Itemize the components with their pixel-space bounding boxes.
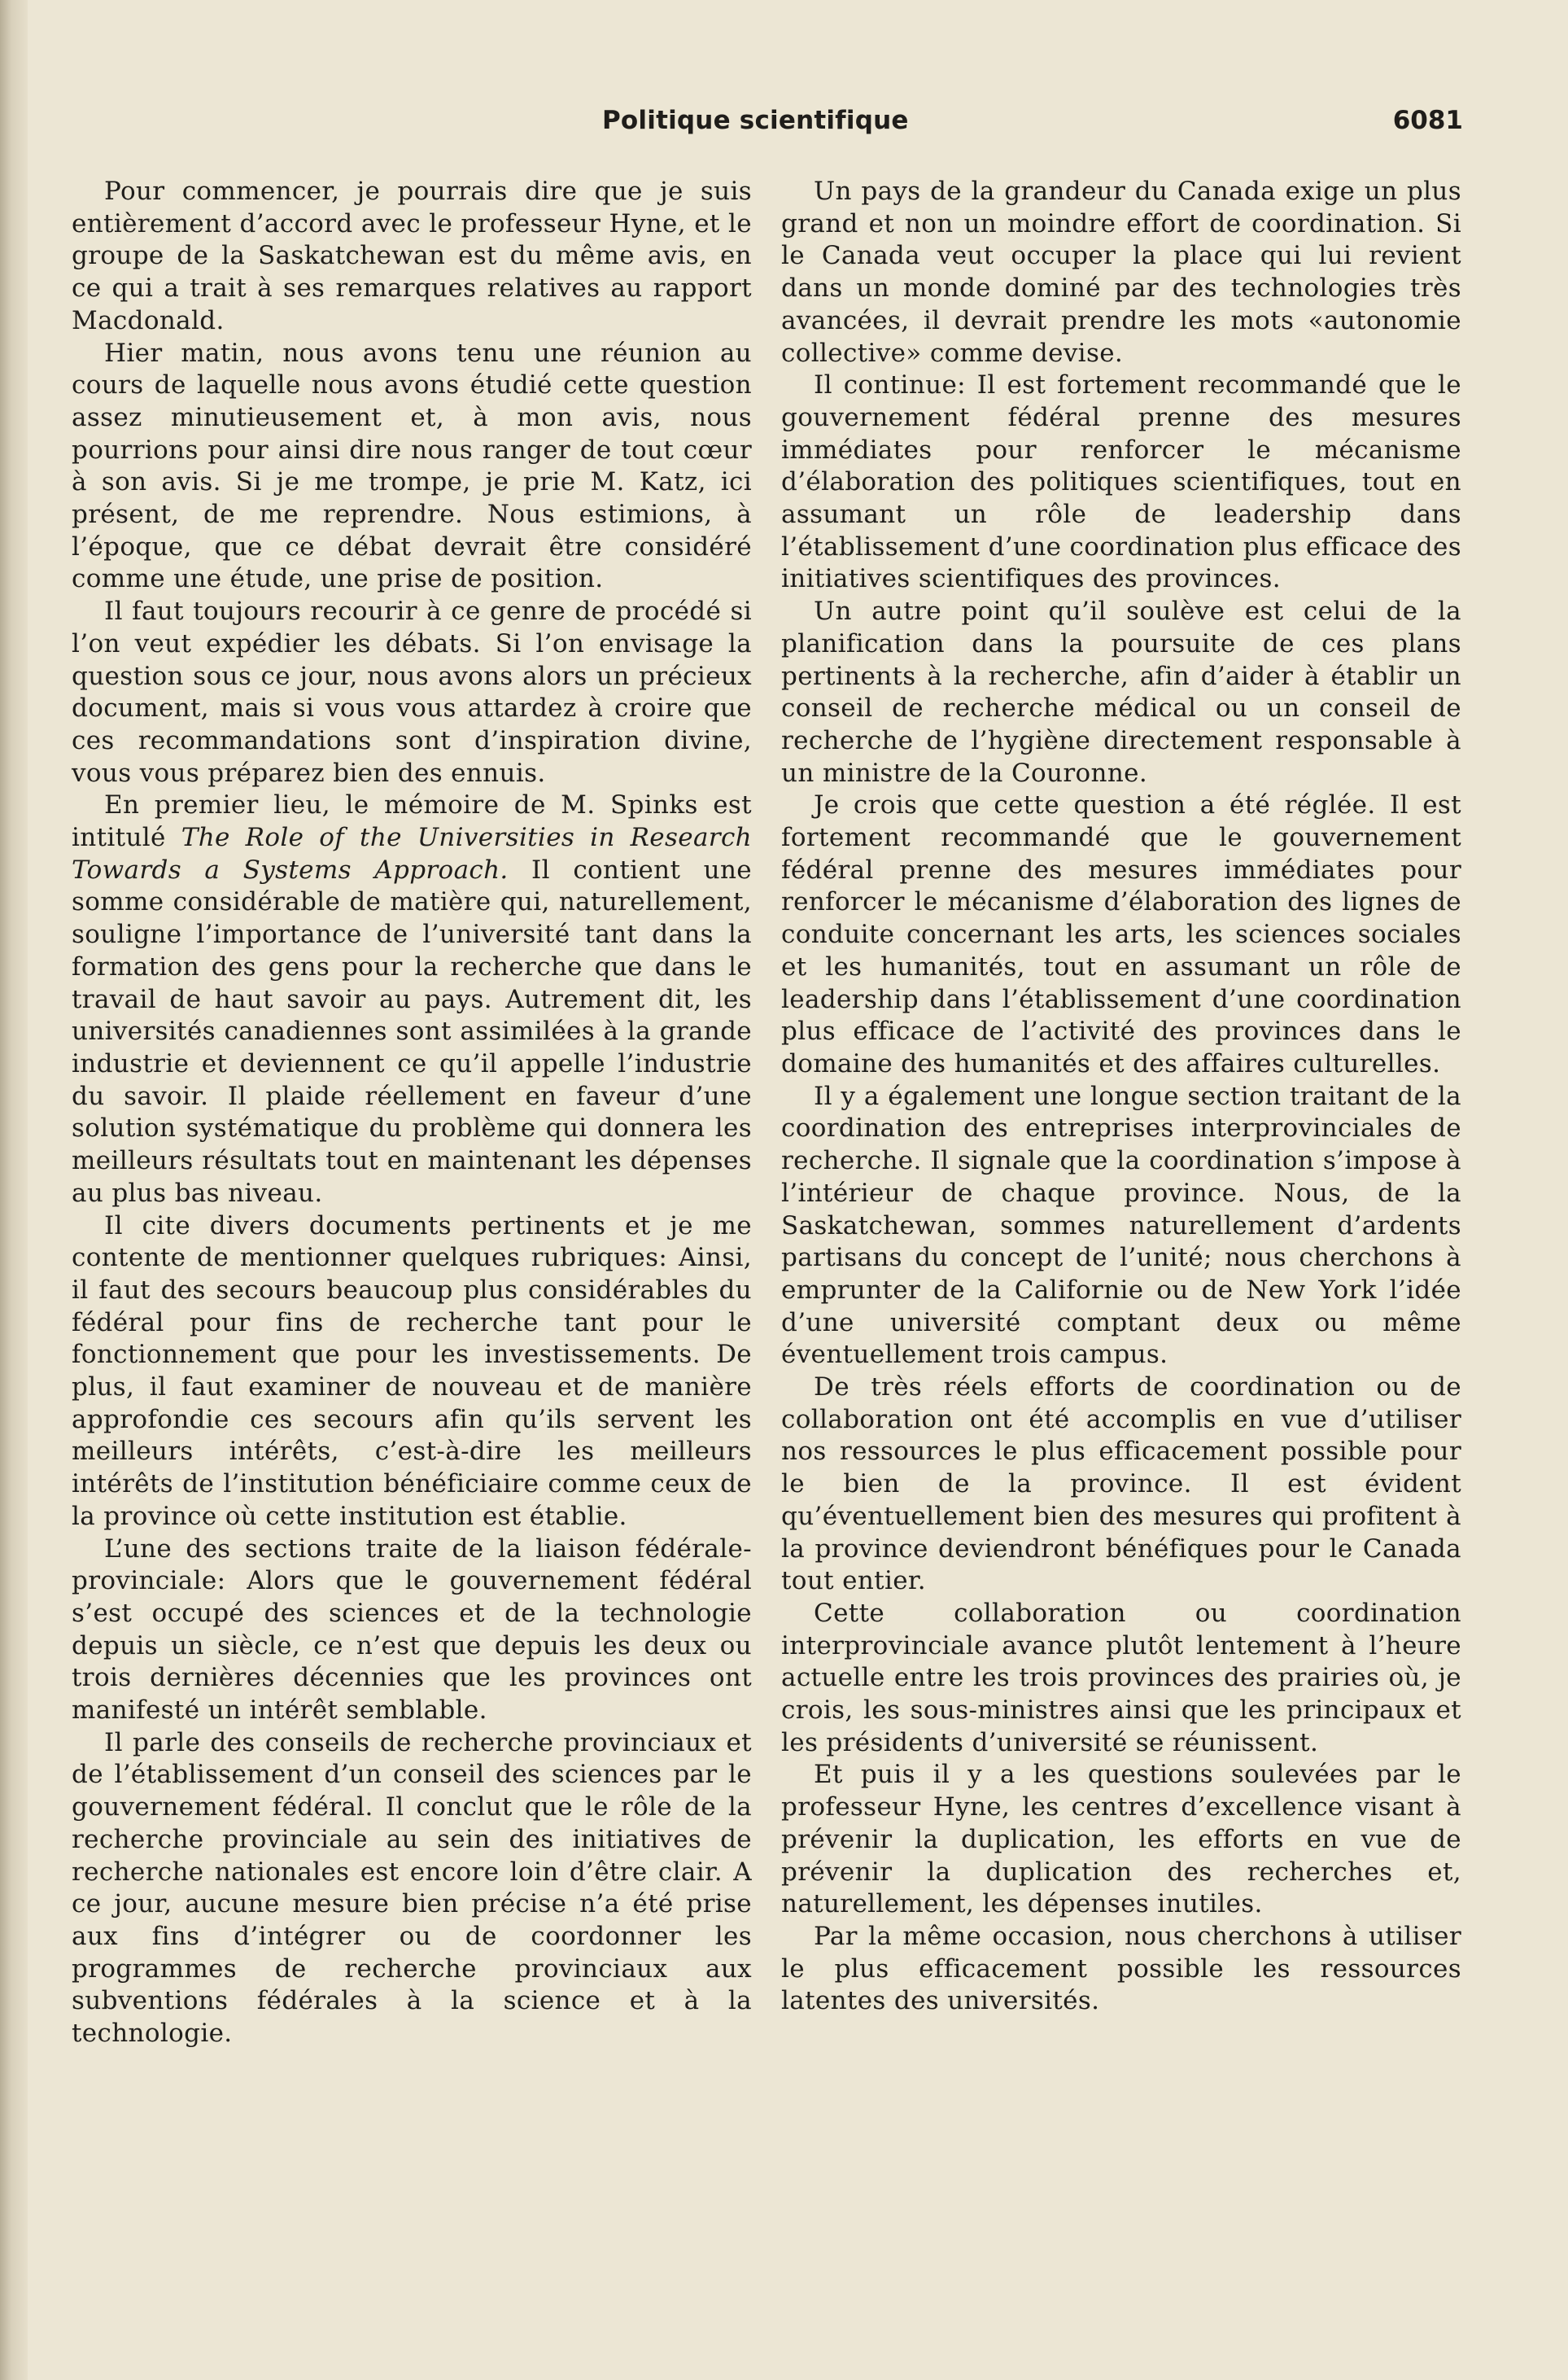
binding-edge [0, 0, 28, 2380]
paragraph: Pour commencer, je pourrais dire que je suis entièrement d’accord avec le professeur Hyne, et le groupe de la Saskatchewan est du même avis, en ce qui a trait à ses remarques relatives au rapport Macdonald. [72, 177, 752, 335]
paragraph-text: Il contient une somme considérable de matière qui, naturellement, souligne l’importance de l’université tant dans la formation des gens pour la recherche que dans le travail de haut savoir au pays. Autrement dit, les universités canadiennes sont assimilées à la grande industrie et deviennent ce qu’il appelle l’industrie du savoir. Il plaide réellement en faveur d’une solution systématique du problème qui donnera les meilleurs résultats tout en maintenant les dépenses au plus bas niveau. [72, 855, 752, 1208]
paragraph: Il y a également une longue section traitant de la coordination des entreprises interprovinciales de recherche. Il signale que la coordination s’impose à l’intérieur de chaque province. Nous, de la Saskatchewan, sommes naturellement d’ardents partisans du concept de l’unité; nous cherchons à emprunter de la Californie ou de New York l’idée d’une université comptant deux ou même éventuellement trois campus. [781, 1081, 1461, 1370]
paragraph: Il cite divers documents pertinents et je me contente de mentionner quelques rubriques: Ainsi, il faut des secours beaucoup plus considérables du fédéral pour fins de recherche tant pour le fonctionnement que pour les investissements. De plus, il faut examiner de nouveau et de manière approfondie ces secours afin qu’ils servent les meilleurs intérêts, c’est-à-dire les meilleurs intérêts de l’institution bénéficiaire comme ceux de la province où cette institution est établie. [72, 1210, 752, 1531]
left-column [72, 176, 752, 2050]
paragraph: Il continue: Il est fortement recommandé que le gouvernement fédéral prenne des mesures immédiates pour renforcer le mécanisme d’élaboration des politiques scientifiques, tout en assumant un rôle de leadership dans l’établissement d’une coordination plus efficace des initiatives scientifiques des provinces. [781, 370, 1461, 594]
paragraph: Un autre point qu’il soulève est celui de la planification dans la poursuite de ces plans pertinents à la recherche, afin d’aider à établir un conseil de recherche médical ou un conseil de recherche de l’hygiène directement responsable à un ministre de la Couronne. [781, 597, 1461, 788]
paragraph: Il faut toujours recourir à ce genre de procédé si l’on veut expédier les débats. Si l’on envisage la question sous ce jour, nous avons alors un précieux document, mais si vous vous attardez à croire que ces recommandations sont d’inspiration divine, vous vous préparez bien des ennuis. [72, 597, 752, 788]
paragraph-with-title [72, 790, 752, 1210]
paragraph: L’une des sections traite de la liaison fédérale-provinciale: Alors que le gouvernement fédéral s’est occupé des sciences et de la technologie depuis un siècle, ce n’est que depuis les deux ou trois dernières décennies que les provinces ont manifesté un intérêt semblable. [72, 1533, 752, 1726]
running-title: Politique scientifique [602, 106, 909, 135]
paragraph: Un pays de la grandeur du Canada exige un plus grand et non un moindre effort de coordination. Si le Canada veut occuper la place qui lui revient dans un monde dominé par des technologies très avancées, il devrait prendre les mots «autonomie collective» comme devise. [781, 177, 1461, 368]
page-number: 6081 [1392, 106, 1463, 135]
paragraph: Hier matin, nous avons tenu une réunion au cours de laquelle nous avons étudié cette question assez minutieusement et, à mon avis, nous pourrions pour ainsi dire nous ranger de tout cœur à son avis. Si je me trompe, je prie M. Katz, ici présent, de me reprendre. Nous estimions, à l’époque, que ce débat devrait être considéré comme une étude, une prise de position. [72, 338, 752, 594]
paragraph: Il parle des conseils de recherche provinciaux et de l’établissement d’un conseil des sciences par le gouvernement fédéral. Il conclut que le rôle de la recherche provinciale au sein des initiatives de recherche nationales est encore loin d’être clair. A ce jour, aucune mesure bien précise n’a été prise aux fins d’intégrer ou de coordonner les programmes de recherche provinciaux aux subventions fédérales à la science et à la technologie. [72, 1727, 752, 2049]
paragraph: Je crois que cette question a été réglée. Il est fortement recommandé que le gouvernement fédéral prenne des mesures immédiates pour renforcer le mécanisme d’élaboration des lignes de conduite concernant les arts, les sciences sociales et les humanités, tout en assumant un rôle de leadership dans l’établissement d’une coordination plus efficace de l’activité des provinces dans le domaine des humanités et des affaires culturelles. [781, 790, 1461, 1078]
report-title: The Role of the Universities in Research Towards a Systems Approach. [72, 823, 752, 885]
paragraph: Par la même occasion, nous cherchons à utiliser le plus efficacement possible les ressources latentes des universités. [781, 1921, 1461, 2016]
paragraph-text: En premier lieu, le mémoire de M. Spinks est intitulé [72, 790, 752, 853]
paragraph: Et puis il y a les questions soulevées par le professeur Hyne, les centres d’excellence visant à prévenir la duplication, les efforts en vue de prévenir la duplication des recherches et, naturellement, les dépenses inutiles. [781, 1760, 1461, 1919]
page-header [602, 106, 1463, 143]
paragraph: Cette collaboration ou coordination interprovinciale avance plutôt lentement à l’heure actuelle entre les trois provinces des prairies où, je crois, les sous-ministres ainsi que les principaux et les présidents d’université se réunissent. [781, 1598, 1461, 1757]
right-column [781, 176, 1461, 2018]
paragraph: De très réels efforts de coordination ou de collaboration ont été accomplis en vue d’utiliser nos ressources le plus efficacement possible pour le bien de la province. Il est évident qu’éventuellement bien des mesures qui profitent à la province deviendront bénéfiques pour le Canada tout entier. [781, 1372, 1461, 1596]
